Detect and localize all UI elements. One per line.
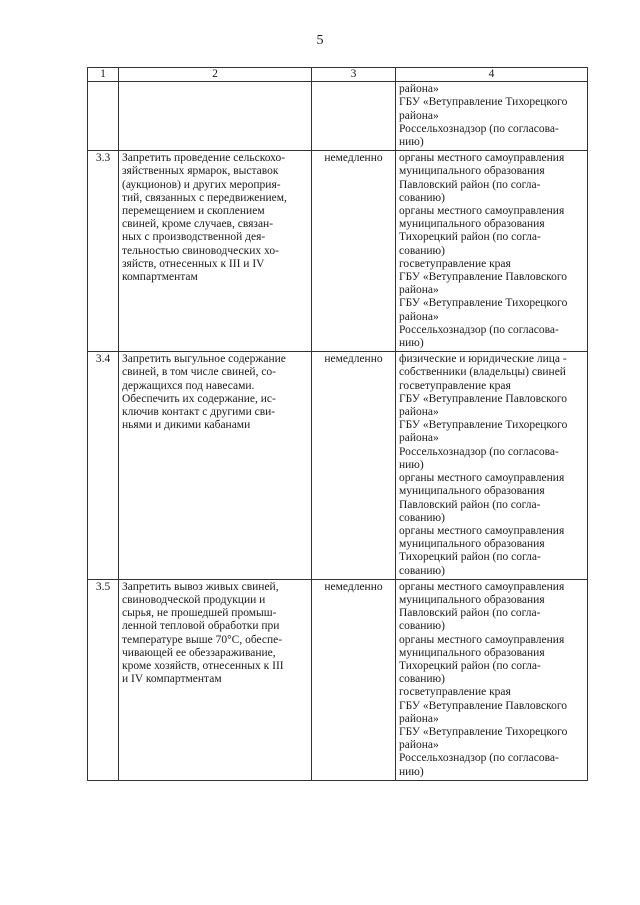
measure-line: тельностью свиноводческих хо- [122, 244, 279, 257]
measure-cell [119, 579, 312, 780]
responsible-cell [396, 579, 588, 780]
row-number: 3.4 [88, 352, 119, 579]
measure-line: ленной тепловой обработки при [122, 620, 280, 633]
measure-line: Запретить проведение сельскохо- [122, 152, 286, 165]
responsible-line: Павловский район (по согла- [399, 178, 541, 191]
measures-table [87, 67, 588, 781]
responsible-line: района» [399, 310, 439, 323]
responsible-line: сованию) [399, 673, 445, 686]
measure-cell [119, 352, 312, 579]
responsible-line: муниципального образования [399, 165, 545, 178]
responsible-line: Россельхознадзор (по согласова- [399, 752, 559, 765]
responsible-line: сованию) [399, 620, 445, 633]
responsible-line: органы местного самоуправления [399, 580, 565, 593]
measure-line: Запретить вывоз живых свиней, [122, 580, 279, 593]
table-row [88, 151, 588, 352]
responsible-line: Россельхознадзор (по согласова- [399, 323, 559, 336]
measure-line: свиноводческой продукции и [122, 593, 266, 606]
measure-line: зяйств, отнесенных к III и IV [122, 257, 265, 270]
header-col-4: 4 [396, 68, 588, 82]
responsible-line: Тихорецкий район (по согла- [399, 551, 541, 564]
responsible-line: нию) [399, 765, 424, 778]
responsible-line: района» [399, 284, 439, 297]
responsible-line: Россельхознадзор (по согласова- [399, 445, 559, 458]
measure-line: компартментам [122, 271, 198, 284]
responsible-line: Павловский район (по согла- [399, 498, 541, 511]
responsible-line: ГБУ «Ветуправление Павловского [399, 392, 568, 405]
responsible-line: района» [399, 739, 439, 752]
responsible-line: органы местного самоуправления [399, 205, 565, 218]
responsible-line: органы местного самоуправления [399, 524, 565, 537]
responsible-line: сованию) [399, 244, 445, 257]
responsible-line: района» [399, 432, 439, 445]
responsible-line: госветуправление края [399, 686, 511, 699]
table-row [88, 352, 588, 579]
responsible-line: муниципального образования [399, 218, 545, 231]
responsible-line: муниципального образования [399, 593, 545, 606]
responsible-line: ГБУ «Ветуправление Тихорецкого [399, 96, 568, 109]
term-cell: немедленно [312, 579, 396, 780]
table-header-row [88, 68, 588, 82]
header-col-3: 3 [312, 68, 396, 82]
measure-cell [119, 82, 312, 151]
term-cell: немедленно [312, 352, 396, 579]
term-cell: немедленно [312, 151, 396, 352]
responsible-line: нию) [399, 136, 424, 149]
responsible-line: района» [399, 109, 439, 122]
responsible-line: органы местного самоуправления [399, 633, 565, 646]
responsible-cell [396, 151, 588, 352]
responsible-line: нию) [399, 337, 424, 350]
measure-line: кроме хозяйств, отнесенных к III [122, 659, 284, 672]
responsible-line: сованию) [399, 564, 445, 577]
responsible-line: ГБУ «Ветуправление Тихорецкого [399, 419, 568, 432]
measure-line: сырья, не прошедшей промыш- [122, 607, 277, 620]
measure-line: (аукционов) и других мероприя- [122, 178, 281, 191]
measure-line: ных с производственной дея- [122, 231, 266, 244]
responsible-line: ГБУ «Ветуправление Павловского [399, 699, 568, 712]
responsible-line: района» [399, 406, 439, 419]
measure-line: свиней, кроме случаев, связан- [122, 218, 274, 231]
responsible-cell [396, 352, 588, 579]
measure-line: Обеспечить их содержание, ис- [122, 392, 276, 405]
responsible-line: органы местного самоуправления [399, 152, 565, 165]
responsible-line: органы местного самоуправления [399, 472, 565, 485]
responsible-line: ГБУ «Ветуправление Павловского [399, 271, 568, 284]
term-cell [312, 82, 396, 151]
responsible-cell [396, 82, 588, 151]
responsible-line: района» [399, 712, 439, 725]
responsible-line: нию) [399, 458, 424, 471]
responsible-line: муниципального образования [399, 646, 545, 659]
measure-line: ключив контакт с другими сви- [122, 406, 276, 419]
responsible-line: сованию) [399, 511, 445, 524]
table-row [88, 82, 588, 151]
page-number: 5 [316, 33, 324, 48]
responsible-line: госветуправление края [399, 379, 511, 392]
measure-line: перемещением и скоплением [122, 205, 265, 218]
responsible-line: ГБУ «Ветуправление Тихорецкого [399, 297, 568, 310]
measure-line: и IV компартментам [122, 673, 222, 686]
responsible-line: Павловский район (по согла- [399, 607, 541, 620]
row-number [88, 82, 119, 151]
responsible-line: Россельхознадзор (по согласова- [399, 122, 559, 135]
measure-line: свиней, в том числе свиней, со- [122, 366, 277, 379]
header-col-2: 2 [119, 68, 312, 82]
table-body [88, 82, 588, 781]
measure-line: зяйственных ярмарок, выставок [122, 165, 279, 178]
responsible-line: муниципального образования [399, 485, 545, 498]
row-number: 3.3 [88, 151, 119, 352]
responsible-line: муниципального образования [399, 538, 545, 551]
responsible-line: госветуправление края [399, 257, 511, 270]
responsible-line: собственники (владельцы) свиней [399, 366, 566, 379]
responsible-line: Тихорецкий район (по согла- [399, 659, 541, 672]
measure-line: держащихся под навесами. [122, 379, 255, 392]
measure-line: чивающей ее обеззараживание, [122, 646, 276, 659]
measure-line: температуре выше 70°С, обеспе- [122, 633, 283, 646]
responsible-line: физические и юридические лица - [399, 353, 567, 366]
responsible-line: района» [399, 83, 439, 96]
row-number: 3.5 [88, 579, 119, 780]
measure-line: тий, связанных с передвижением, [122, 191, 287, 204]
measure-line: Запретить выгульное содержание [122, 353, 286, 366]
measure-line: ньями и дикими кабанами [122, 419, 251, 432]
responsible-line: сованию) [399, 191, 445, 204]
table-row [88, 579, 588, 780]
responsible-line: ГБУ «Ветуправление Тихорецкого [399, 725, 568, 738]
header-col-1: 1 [88, 68, 119, 82]
measure-cell [119, 151, 312, 352]
responsible-line: Тихорецкий район (по согла- [399, 231, 541, 244]
